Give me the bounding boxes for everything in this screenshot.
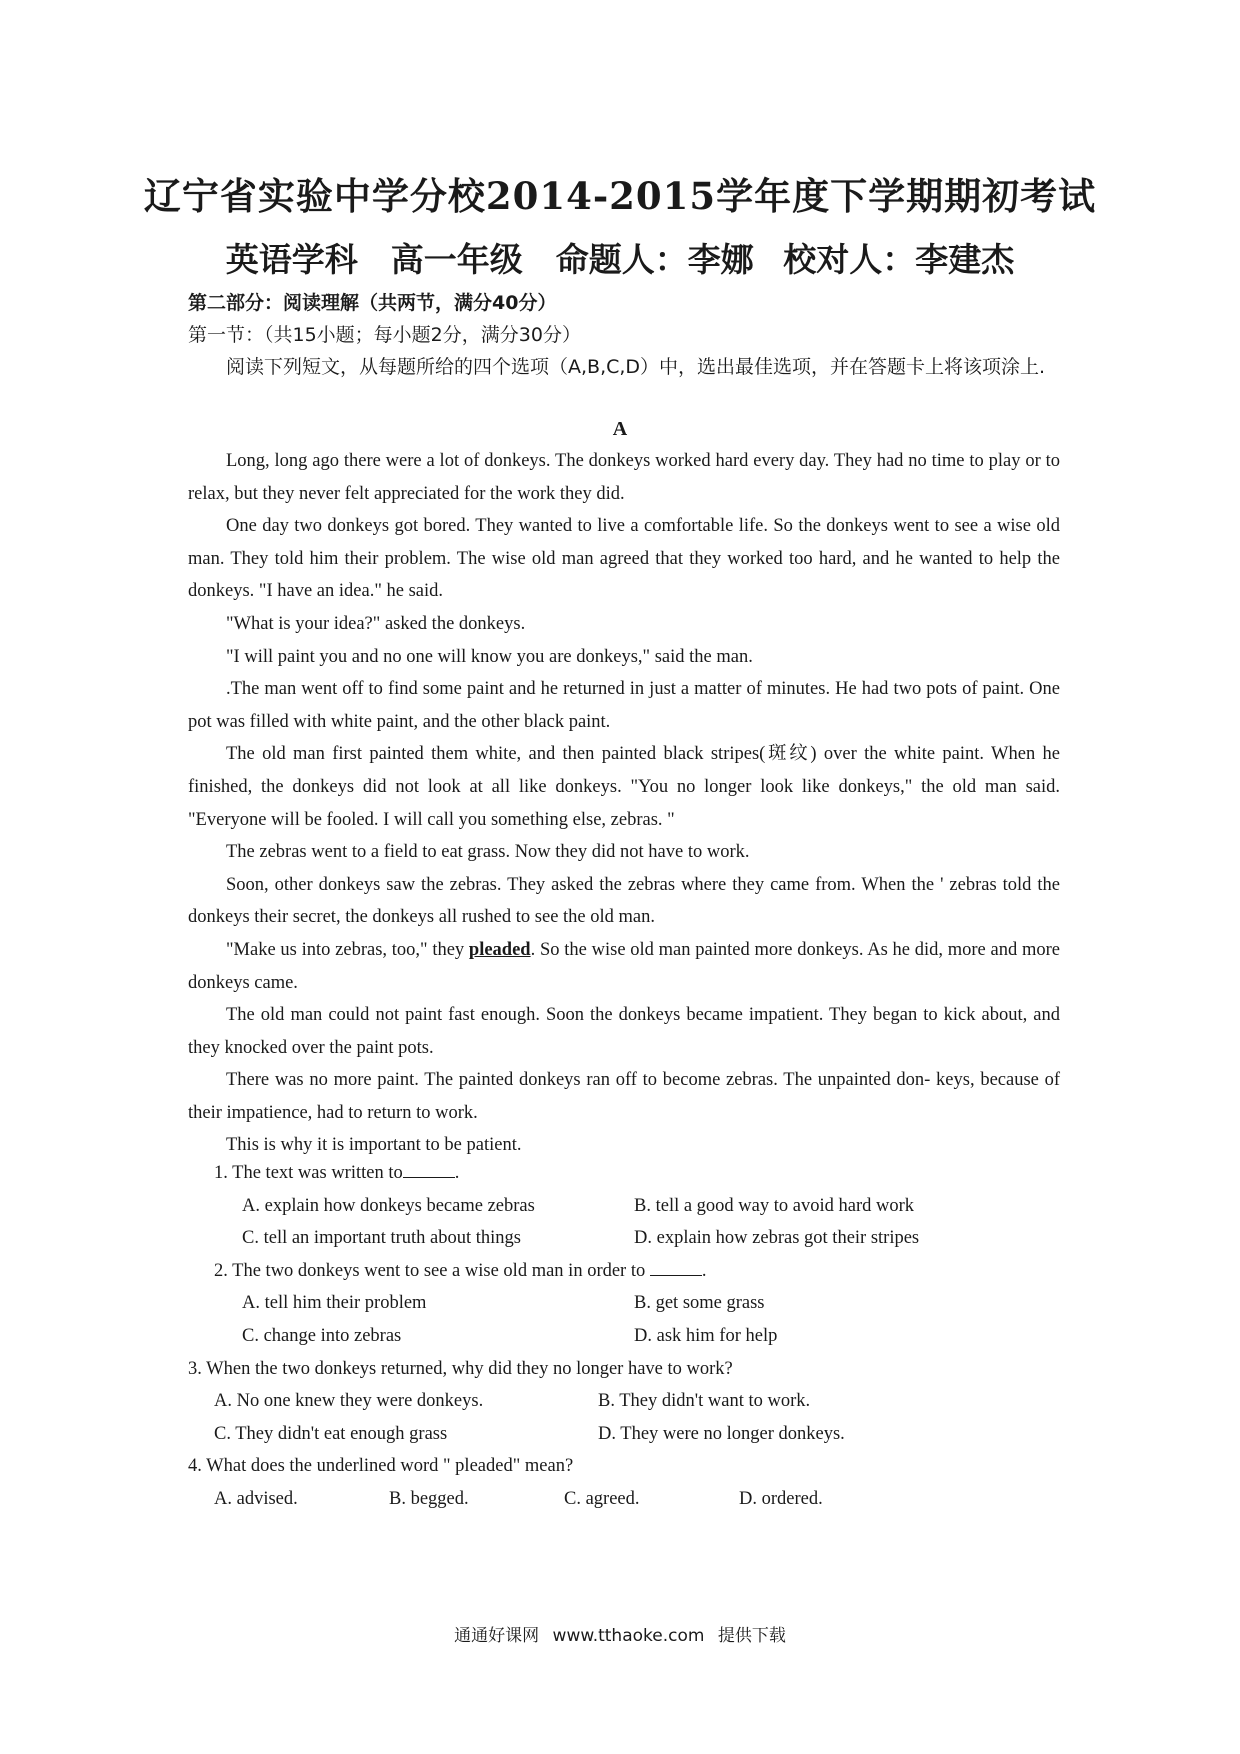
question-stem: 3. When the two donkeys returned, why did they no longer have to work?: [188, 1358, 733, 1379]
option-b[interactable]: B. get some grass: [634, 1293, 765, 1314]
reading-passage: [188, 445, 1060, 1162]
question-text: 2. The two donkeys went to see a wise old man in order to: [214, 1260, 646, 1281]
paragraph: The old man first painted them white, and then painted black stripes(斑纹) over the white paint. When he finished, the donkeys did not look at all like donkeys. "You no longer look like donkeys," the old man said. "Everyone will be fooled. I will call you something else, zebras. ": [188, 744, 1060, 830]
passage-heading: A: [612, 418, 628, 440]
question-text: 1. The text was written to: [214, 1163, 403, 1183]
option-d[interactable]: D. ordered.: [739, 1488, 823, 1509]
exam-subtitle: 英语学科 高一年级 命题人：李娜 校对人：李建杰: [225, 240, 1015, 279]
option-c[interactable]: C. change into zebras: [242, 1325, 402, 1346]
option-row: [188, 1222, 1060, 1255]
question-end: .: [701, 1260, 707, 1281]
option-d[interactable]: D. They were no longer donkeys.: [598, 1423, 845, 1444]
paragraph: One day two donkeys got bored. They wanted to live a comfortable life. So the donkeys went to see a wise old man. They told him their problem. The wise old man agreed that they worked too hard, and he wanted to help the donkeys. "I have an idea." he said.: [188, 516, 1060, 602]
question-stem: 4. What does the underlined word " pleaded" mean?: [188, 1456, 574, 1477]
option-d[interactable]: D. explain how zebras got their stripes: [634, 1228, 920, 1249]
subsection-heading: 第一节：（共15小题；每小题2分，满分30分）: [188, 324, 581, 346]
footer-site: 通通好课网: [454, 1626, 540, 1646]
question-end: .: [454, 1163, 460, 1183]
option-c[interactable]: C. They didn't eat enough grass: [214, 1423, 448, 1444]
option-b[interactable]: B. begged.: [389, 1488, 469, 1509]
question-stem: [188, 1157, 1060, 1190]
option-row: [188, 1320, 1060, 1353]
option-row: [188, 1287, 1060, 1320]
answer-blank: [650, 1257, 702, 1276]
option-d[interactable]: D. ask him for help: [634, 1325, 778, 1346]
question-stem: [188, 1255, 1060, 1288]
option-row: [188, 1418, 1060, 1451]
paragraph: Long, long ago there were a lot of donkeys. The donkeys worked hard every day. They had no time to play or to relax, but they never felt appreciated for the work they did.: [188, 451, 1060, 504]
paragraph: Soon, other donkeys saw the zebras. They asked the zebras where they came from. When the ' zebras told the donkeys their secret, the donkeys all rushed to see the old man.: [188, 874, 1060, 928]
footer-note: 提供下载: [717, 1626, 786, 1646]
instructions: 阅读下列短文，从每题所给的四个选项（A,B,C,D）中，选出最佳选项，并在答题卡上将该项涂上.: [226, 356, 1046, 378]
option-a[interactable]: A. explain how donkeys became zebras: [242, 1195, 535, 1216]
paragraph: The zebras went to a field to eat grass. Now they did not have to work.: [226, 842, 750, 863]
paragraph: There was no more paint. The painted donkeys ran off to become zebras. The unpainted don- keys, because of their impatience, had to return to work.: [188, 1070, 1060, 1123]
paragraph: [188, 934, 1060, 999]
paragraph: The old man could not paint fast enough. Soon the donkeys became impatient. They began to kick about, and they knocked over the paint pots.: [188, 1005, 1060, 1058]
option-b[interactable]: B. They didn't want to work.: [598, 1391, 811, 1412]
option-row: [188, 1190, 1060, 1223]
option-row: [188, 1483, 1060, 1516]
underlined-word: pleaded: [468, 939, 531, 960]
question-list: [188, 1157, 1060, 1516]
footer-url[interactable]: www.tthaoke.com: [552, 1626, 705, 1646]
part-heading: 第二部分：阅读理解（共两节，满分40分）: [188, 292, 557, 314]
answer-blank: [403, 1159, 455, 1178]
option-c[interactable]: C. tell an important truth about things: [242, 1228, 522, 1249]
text-span: . So the wise old man painted more donkeys. As he did, more and more donkeys came.: [188, 939, 1060, 993]
paragraph: This is why it is important to be patient.: [226, 1135, 522, 1156]
paragraph: .The man went off to find some paint and he returned in just a matter of minutes. He had two pots of paint. One pot was filled with white paint, and the other black paint.: [188, 679, 1060, 732]
page-footer: [0, 1621, 1240, 1646]
option-b[interactable]: B. tell a good way to avoid hard work: [634, 1195, 915, 1216]
exam-title: 辽宁省实验中学分校2014-2015学年度下学期期初考试: [143, 174, 1097, 218]
text-span: "Make us into zebras, too," they: [226, 939, 469, 960]
option-row: [188, 1385, 1060, 1418]
option-a[interactable]: A. tell him their problem: [242, 1293, 427, 1314]
paragraph: "I will paint you and no one will know you are donkeys," said the man.: [226, 646, 753, 667]
option-a[interactable]: A. No one knew they were donkeys.: [214, 1391, 484, 1412]
option-a[interactable]: A. advised.: [214, 1488, 298, 1509]
paragraph: "What is your idea?" asked the donkeys.: [226, 613, 526, 634]
option-c[interactable]: C. agreed.: [564, 1488, 640, 1509]
